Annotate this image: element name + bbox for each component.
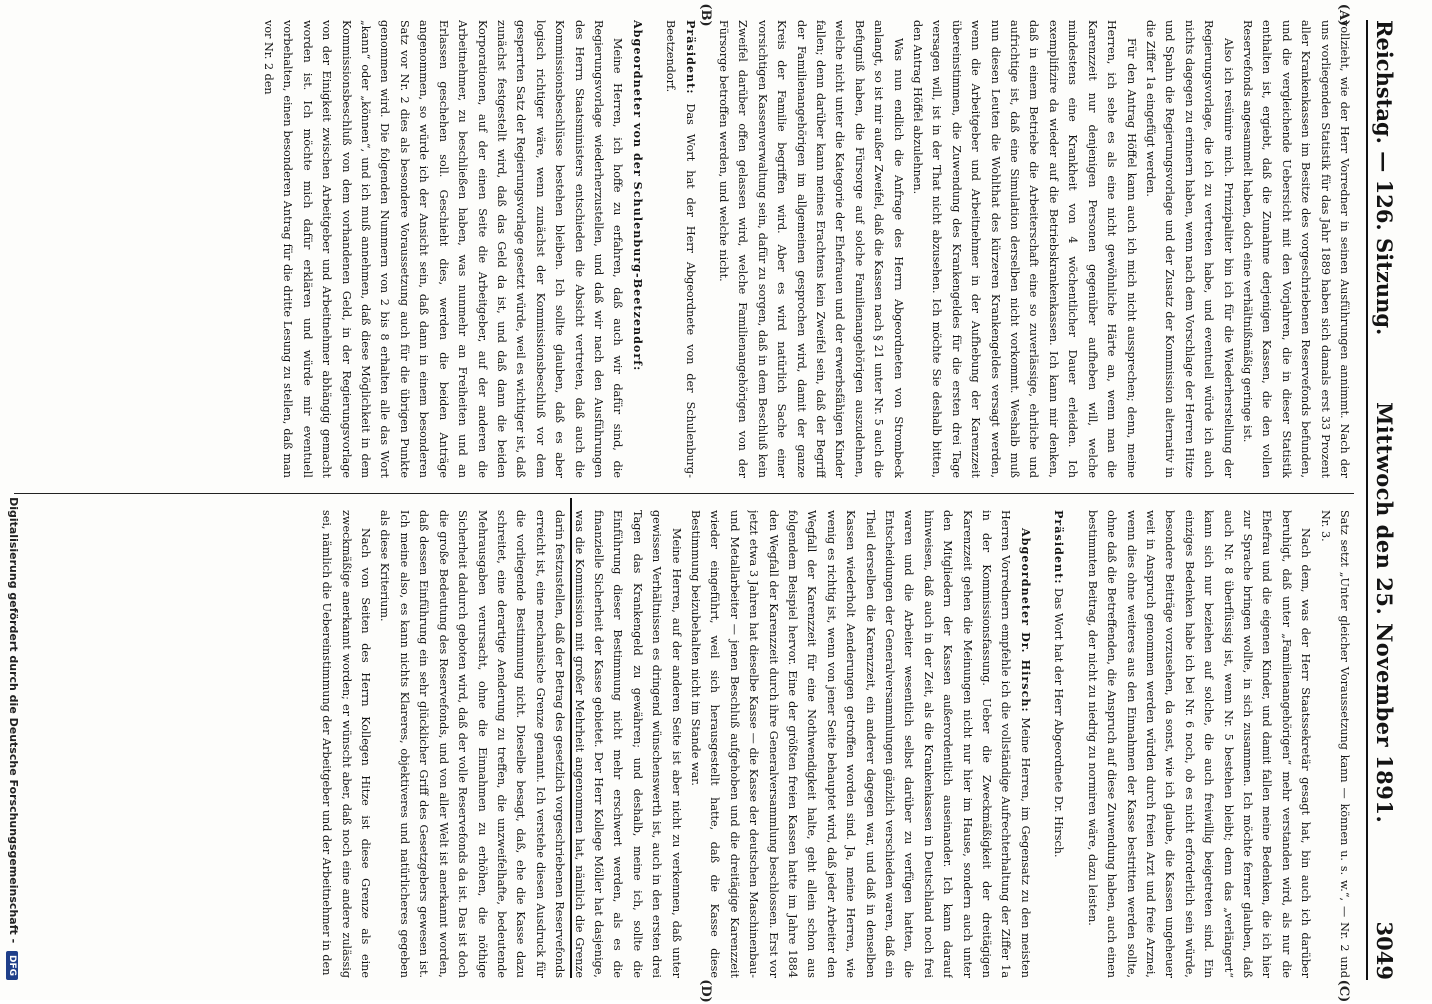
- speaker-heading: [627, 20, 646, 478]
- page-number: 3049: [1372, 921, 1397, 980]
- paragraph: Satz setzt „Unter gleicher Voraussetzung kann — können u. s. w.“, — Nr. 2 und Nr. 3.: [1318, 510, 1351, 978]
- speech-paragraph: Nach von Seiten des Herrn Kollegen Hitze ist diese Grenze als eine zweckmäßige anerkannt worden; er wünscht aber, daß noch eine andere zulässig sei, nämlich die Uebereinstimmung der Arbeitgeber und der Arbeitnehmer in den: [320, 510, 373, 978]
- margin-marker-b: (B): [698, 3, 713, 27]
- speaker-label: Abgeordneter Dr. Hirsch:: [1018, 528, 1033, 713]
- running-head: [1366, 20, 1426, 980]
- dfg-logo: DFG: [6, 951, 18, 980]
- speech-paragraph: Meine Herren, ich hoffe zu erfahren, daß auch wir dafür sind, die Regierungsvorlage wiederherzustellen, und daß wir nach den Ausführungen des Herrn Staatsministers entschieden die Absicht vertreten, daß auch die Kommissionsbeschlüsse bestehen bleiben. Ich sollte glauben, daß es aber logisch richtiger wäre, wenn zunächst der Kommissionsbeschluß vor dem gesperrten Satz der Regierungsvorlage gesetzt würde, weil es wichtiger ist, daß zunächst festgestellt wird, daß das Geld da ist, und daß dann die beiden Korporationen, auf der einen Seite die Arbeitgeber, auf der anderen die Arbeitnehmer, zu beschließen haben, was nunmehr an Freiheiten und an Erlassen geschehen soll. Geschieht dies, werden die beiden Anträge angenommen, so würde ich der Ansicht sein, daß dann in einem besonderen Satz vor Nr. 2 dies als besondere Voraussetzung auch für die übrigen Punkte genommen wird. Die folgenden Nummern von 2 bis 8 erhalten alle das Wort „kann“ oder „können“, und ich muß annehmen, daß diese Möglichkeit in dem Kommissionsbeschluß von dem vorhandenen Geld, in der Regierungsvorlage von der Einigkeit zwischen Arbeitgeber und Arbeitnehmer abhängig gemacht worden ist. Ich möchte mich dafür erklären und würde mir eventuell vorbehalten, einen besonderen Antrag für die dritte Lesung zu stellen, daß man vor Nr. 2 den: [262, 20, 625, 478]
- paragraph: Nach dem, was der Herr Staatssekretär gesagt hat, bin auch ich darüber beruhigt, daß unter „Familienangehörigen“ mehr verstanden wird, als nur die Ehefrau und die eigenen Kinder, und damit fallen meine Bedenken, die ich hier zur Sprache bringen wollte, in sich zusammen. Ich möchte ferner glauben, daß auch Nr. 8 überflüssig ist, wenn Nr. 5 bestehen bleibt; denn das „verlängert“ kann sich nur beziehen auf solche, die auch freiwillig beigetreten sind. Ein einziges Bedenken habe ich bei Nr. 6 noch, ob es nicht erforderlich sein würde, besondere Beiträge vorzusehen, da sonst, wie ich glaube, die Kassen ungeheuer weit in Anspruch genommen werden würden durch freien Arzt und freie Arznei, wenn dies ohne weiteres aus den Einnahmen der Kasse bestritten werden sollte, ohne daß die Betreffenden, die Anspruch auf diese Zuwendung haben, auch einen bestimmten Beitrag, der nicht zu niedrig zu normiren wäre, dazu leisten.: [1085, 510, 1313, 978]
- margin-marker-c: (C): [1336, 979, 1351, 1003]
- president-label: Präsident:: [683, 20, 698, 95]
- left-column: [14, 20, 1354, 478]
- paragraph: Was nun endlich die Anfrage des Herrn Abgeordneten von Strombeck anlangt, so ist mir außer Zweifel, daß die Kassen nach § 21 unter Nr. 5 auch die Befugniß haben, die Fürsorge auf solche Familienangehörigen auszudehnen, welche nicht unter die Kategorie der Ehefrauen und der erwerbsfähigen Kinder fallen; denn darüber kann meines Erachtens kein Zweifel sein, daß der Begriff der Familienangehörigen im allgemeinen gesprochen wird, damit der ganze Kreis der Familie begriffen wird. Aber es wird natürlich Sache einer vorsichtigen Kassenverwaltung sein, dafür zu sorgen, daß in dem Beschluß kein Zweifel darüber offen gelassen wird, welche Familienangehörigen von der Fürsorge betroffen werden, und welche nicht.: [717, 20, 905, 478]
- digitization-footer: [2, 80, 20, 980]
- margin-marker-d: (D): [698, 979, 713, 1003]
- president-text: Das Wort hat der Herr Abgeordnete Dr. Hirsch.: [1052, 588, 1066, 858]
- paragraph: vollzieht, wie der Herr Vorredner in seinen Ausführungen annimmt. Nach der uns vorliegenden Statistik für das Jahr 1889 haben sich damals erst 33 Prozent aller Krankenkassen im Besitze des vorgeschriebenen Reservefonds befunden, und die vergleichende Uebersicht mit den Vorjahren, die in dieser Statistik enthalten ist, ergiebt, daß die Zunahme derjenigen Kassen, die den vollen Reservefonds angesammelt haben, doch eine verhältnißmäßig geringe ist.: [1240, 20, 1351, 478]
- president-label: Präsident:: [1052, 510, 1067, 585]
- session-title: Reichstag. — 126. Sitzung.: [1372, 20, 1397, 336]
- speaker-label: Abgeordneter von der Schulenburg-Beetzendorf:: [630, 20, 645, 372]
- president-text: Das Wort hat der Herr Abgeordnete von der Schulenburg-Beetzendorf.: [664, 20, 697, 478]
- speech-paragraph-first: [686, 510, 1035, 978]
- paragraph: Für den Antrag Höffel kann auch ich mich nicht aussprechen; denn, meine Herren, ich sehe es als eine nicht gewöhnliche Härte an, wenn man die Karenzzeit nur denjenigen Personen gegenüber aufheben will, welche mindestens eine Krankheit von 4 wöchentlicher Dauer erleiden. Ich exemplifizire da wieder auf die Betriebskrankenkassen. Ich kann mir denken, daß in einem Betriebe die Arbeiterschaft eine so zuverlässige, ehrliche und aufrichtige ist, daß eine Simulation derselben nicht vorkommt. Weshalb muß nun diesen Leuten die Wohlthat des kürzeren Krankengeldes versagt werden, wenn die Arbeitgeber und Arbeitnehmer in der Aufhebung der Karenzzeit übereinstimmen, die Zuwendung des Krankengeldes für die ersten drei Tage versagen will, ist in der That nicht abzusehen. Ich möchte Sie deshalb bitten, den Antrag Höffel abzulehnen.: [911, 20, 1138, 478]
- right-column: [14, 510, 1354, 978]
- footer-text: Digitalisierung gefördert durch die Deutsche Forschungsgemeinschaft -: [7, 497, 20, 944]
- president-statement: [1049, 510, 1068, 978]
- column-divider: [14, 493, 1354, 494]
- session-date: Mittwoch den 25. November 1891.: [1372, 402, 1397, 824]
- speech-text: Meine Herren, im Gegensatz zu den meisten Herren Vorrednern empfehle ich die vollständige Aufrechterhaltung der Ziffer 1a in der Kommissionsfassung. Ueber die Zweckmäßigkeit der dreitägigen Karenzzeit gehen die Meinungen nicht nur hier im Hause, sondern auch unter den Mitgliedern der Kassen außerordentlich auseinander. Ich kann darauf hinweisen, daß auch in der Zeit, als die Krankenkassen in Deutschland noch frei waren und die Arbeiter wesentlich selbst darüber zu verfügen hatten, die Entscheidungen der Generalversammlungen gänzlich verschieden waren, daß ein Theil derselben die Karenzzeit, ein anderer dagegen war, und daß in denselben Kassen wiederholt Aenderungen getroffen worden sind. Ja, meine Herren, wie wenig es richtig ist, wenn von jener Seite behauptet wird, daß jeder Arbeiter den Wegfall der Karenzzeit für eine Nothwendigkeit halte, geht allein schon aus folgendem Beispiel hervor. Eine der größten freien Kassen hatte im Jahre 1884 den Wegfall der Karenzzeit durch ihre Generalversammlung beschlossen. Erst vor jetzt etwa 3 Jahren hat dieselbe Kasse — die Kasse der deutschen Maschinenbau- und Metallarbeiter — jenen Beschluß aufgehoben und die dreitägige Karenzzeit wieder eingeführt, weil sich herausgestellt hatte, daß die Kasse diese Bestimmung beizubehalten nicht im Stande war.: [689, 510, 1032, 978]
- spacer: [1035, 510, 1049, 978]
- paragraph: Also ich resümire mich. Prinzipaliter bin ich für die Wiederherstellung der Regierungsvorlage, die ich zu vertreten habe, und eventuell würde ich auch nichts dagegen zu erinnern haben, wenn nach dem Vorschlage der Herren Hitze und Spahn die Regierungsvorlage und der Zusatz der Kommission alternativ in die Ziffer 1a eingefügt werden.: [1143, 20, 1235, 478]
- speech-paragraph: Meine Herren, auf der anderen Seite ist aber nicht zu verkennen, daß unter gewissen Verhältnissen es dringend wünschenswerth ist, auch in den ersten drei Tagen das Krankengeld zu gewähren; und deshalb, meine ich, sollte die Einführung dieser Bestimmung nicht mehr erschwert werden, als es die finanzielle Sicherheit der Kasse gebietet. Der Herr Kollege Möller hat dasjenige, was die Kommission mit großer Mehrheit angenommen hat, nämlich die Grenze darin festzustellen, daß der Betrag des gesetzlich vorgeschriebenen Reservefonds erreicht ist, eine mechanische Grenze genannt. Ich verstehe diesen Ausdruck für die vorliegende Bestimmung nicht. Dieselbe besagt, daß, ehe die Kasse dazu schreitet, eine derartige Aenderung zu treffen, die unzweifelhafte, bedeutende Mehrausgaben verursacht, ohne die Einnahmen zu erhöhen, die nöthige Sicherheit dadurch geboten wird, daß der volle Reservefonds da ist. Das ist doch die große Bedeutung des Reservefonds, und von aller Welt ist anerkannt worden, daß dessen Einführung ein sehr glücklicher Griff des Gesetzgebers gewesen ist. Ich meine also, es kann nichts Klareres, objektiveres und natürlicheres gegeben als diese Kriterium.: [378, 510, 683, 978]
- president-statement: [661, 20, 700, 478]
- margin-marker-a: (A): [1336, 3, 1351, 27]
